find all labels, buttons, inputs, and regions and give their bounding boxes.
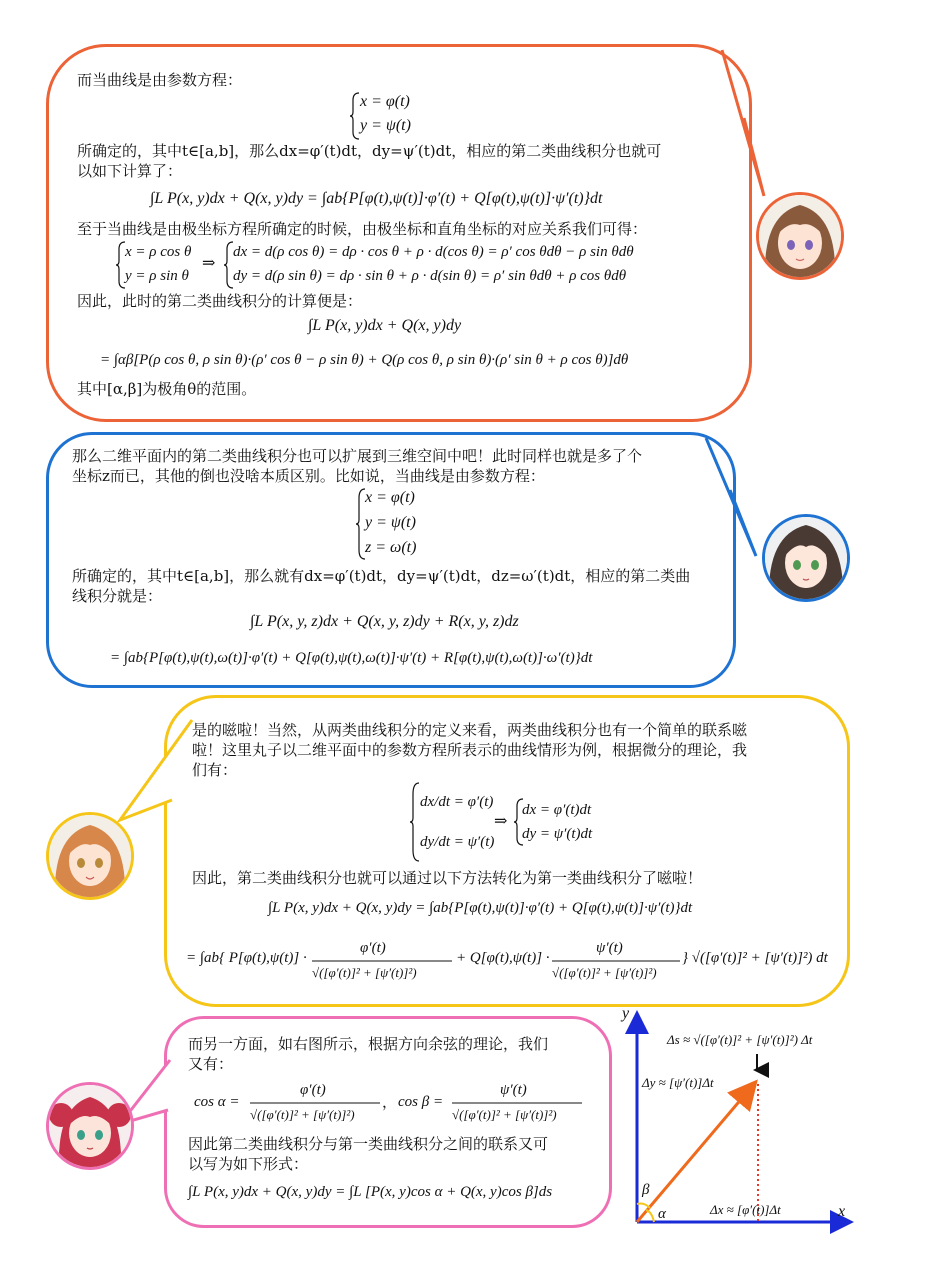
b1-line-1: 而当曲线是由参数方程： [77,71,243,89]
b4-separator: ， [382,1093,398,1111]
b4-frac-2-num: ψ′(t) [500,1082,527,1098]
b4-line-2: 又有： [188,1055,234,1073]
b1-line-3: 以如下计算了： [77,162,183,180]
dx-label: Δx ≈ [φ′(t)]Δt [710,1202,781,1217]
b3-formula-2a: = ∫ab{ P[φ(t),ψ(t)] · [186,950,307,966]
b1-eq-y: y = ψ(t) [360,117,411,134]
b1-line-2: 所确定的，其中t∈[a,b]，那么dx=φ′(t)dt，dy=ψ′(t)dt，相应的第二类曲线积分也就可 [77,142,662,160]
b3-dx: dx = φ′(t)dt [522,802,592,818]
b1-formula-1: ∫L P(x, y)dx + Q(x, y)dy = ∫ab{P[φ(t),ψ(t)]·φ′(t) + Q[φ(t),ψ(t)]·ψ′(t)}dt [150,190,603,207]
b3-dy: dy = ψ′(t)dt [522,826,593,842]
x-axis-label: x [838,1203,846,1220]
b3-deriv-x: dx/dt = φ′(t) [420,794,494,810]
b3-formula-2c: } √([φ′(t)]² + [ψ′(t)]²) dt [682,950,828,966]
b1-formula-3: = ∫αβ[P(ρ cos θ, ρ sin θ)·(ρ′ cos θ − ρ sin θ) + Q(ρ cos θ, ρ sin θ)·(ρ′ sin θ + ρ cos θ)]dθ [100,352,629,368]
b1-polar-y: y = ρ sin θ [125,268,189,284]
alpha-label: α [658,1206,666,1222]
b3-implies: ⇒ [494,813,508,830]
b3-line-1: 是的嗞啦！当然，从两类曲线积分的定义来看，两类曲线积分也有一个简单的联系嗞 [192,721,748,739]
b4-frac-2-den: √([φ′(t)]² + [ψ′(t)]²) [452,1107,557,1122]
b1-line-5: 因此，此时的第二类曲线积分的计算便是： [77,292,363,310]
b4-frac-1-den: √([φ′(t)]² + [ψ′(t)]²) [250,1107,355,1122]
b2-line-1: 那么二维平面内的第二类曲线积分也可以扩展到三维空间中吧！此时同样也就是多了个 [72,447,643,465]
beta-arc [637,1204,650,1209]
b3-line-4: 因此，第二类曲线积分也就可以通过以下方法转化为第一类曲线积分了嗞啦！ [192,869,703,887]
b2-line-2: 坐标z而已，其他的倒也没啥本质区别。比如说，当曲线是由参数方程： [72,467,545,485]
b1-line-4: 至于当曲线是由极坐标方程所确定的时候，由极坐标和直角坐标的对应关系我们可得： [77,220,648,238]
b1-diff-y: dy = d(ρ sin θ) = dρ · sin θ + ρ · d(sin θ) = ρ′ sin θdθ + ρ cos θdθ [233,268,627,284]
b3-frac-1-num: φ′(t) [360,940,386,956]
b4-cos-beta: cos β = [398,1094,444,1110]
b4-formula-1: ∫L P(x, y)dx + Q(x, y)dy = ∫L [P(x, y)cos α + Q(x, y)cos β]ds [188,1184,553,1200]
b3-formula-1: ∫L P(x, y)dx + Q(x, y)dy = ∫ab{P[φ(t),ψ(t)]·φ′(t) + Q[φ(t),ψ(t)]·ψ′(t)}dt [268,900,693,916]
b2-eq-z: z = ω(t) [365,539,417,556]
b1-eq-x: x = φ(t) [360,93,410,110]
ds-label: Δs ≈ √([φ′(t)]² + [ψ′(t)]²) Δt [667,1032,813,1047]
y-axis-label: y [622,1005,630,1022]
b3-frac-1-den: √([φ′(t)]² + [ψ′(t)]²) [312,965,417,980]
b3-line-3: 们有： [192,761,238,779]
b1-formula-2: ∫L P(x, y)dx + Q(x, y)dy [308,317,462,334]
b4-cos-alpha: cos α = [194,1094,240,1110]
b4-frac-1-num: φ′(t) [300,1082,326,1098]
b3-deriv-y: dy/dt = ψ′(t) [420,834,495,850]
b3-formula-2b: + Q[φ(t),ψ(t)] · [456,950,550,966]
b1-implies: ⇒ [202,255,216,272]
b2-formula-2: = ∫ab{P[φ(t),ψ(t),ω(t)]·φ′(t) + Q[φ(t),ψ(t),ω(t)]·ψ′(t) + R[φ(t),ψ(t),ω(t)]·ω′(t)}dt [110,650,593,666]
b1-line-6: 其中[α,β]为极角θ的范围。 [77,380,257,398]
beta-label: β [642,1182,650,1198]
b3-line-2: 啦！这里丸子以二维平面中的参数方程所表示的曲线情形为例，根据微分的理论，我 [192,741,748,759]
b4-line-4: 以写为如下形式： [188,1155,309,1173]
b2-formula-1: ∫L P(x, y, z)dx + Q(x, y, z)dy + R(x, y, z)dz [250,613,519,630]
b3-frac-2-num: ψ′(t) [596,940,623,956]
b2-line-3: 所确定的，其中t∈[a,b]，那么就有dx=φ′(t)dt，dy=ψ′(t)dt，dz=ω′(t)dt，相应的第二类曲 [72,567,691,585]
b4-line-3: 因此第二类曲线积分与第一类曲线积分之间的联系又可 [188,1135,549,1153]
b2-eq-y: y = ψ(t) [365,514,416,531]
b1-diff-x: dx = d(ρ cos θ) = dρ · cos θ + ρ · d(cos θ) = ρ′ cos θdθ − ρ sin θdθ [233,244,634,260]
b4-line-1: 而另一方面，如右图所示，根据方向余弦的理论，我们 [188,1035,549,1053]
b2-eq-x: x = φ(t) [365,489,415,506]
b3-frac-2-den: √([φ′(t)]² + [ψ′(t)]²) [552,965,657,980]
b1-polar-x: x = ρ cos θ [125,244,192,260]
b2-line-4: 线积分就是： [72,587,163,605]
dy-label: Δy ≈ [ψ′(t)]Δt [642,1075,714,1090]
